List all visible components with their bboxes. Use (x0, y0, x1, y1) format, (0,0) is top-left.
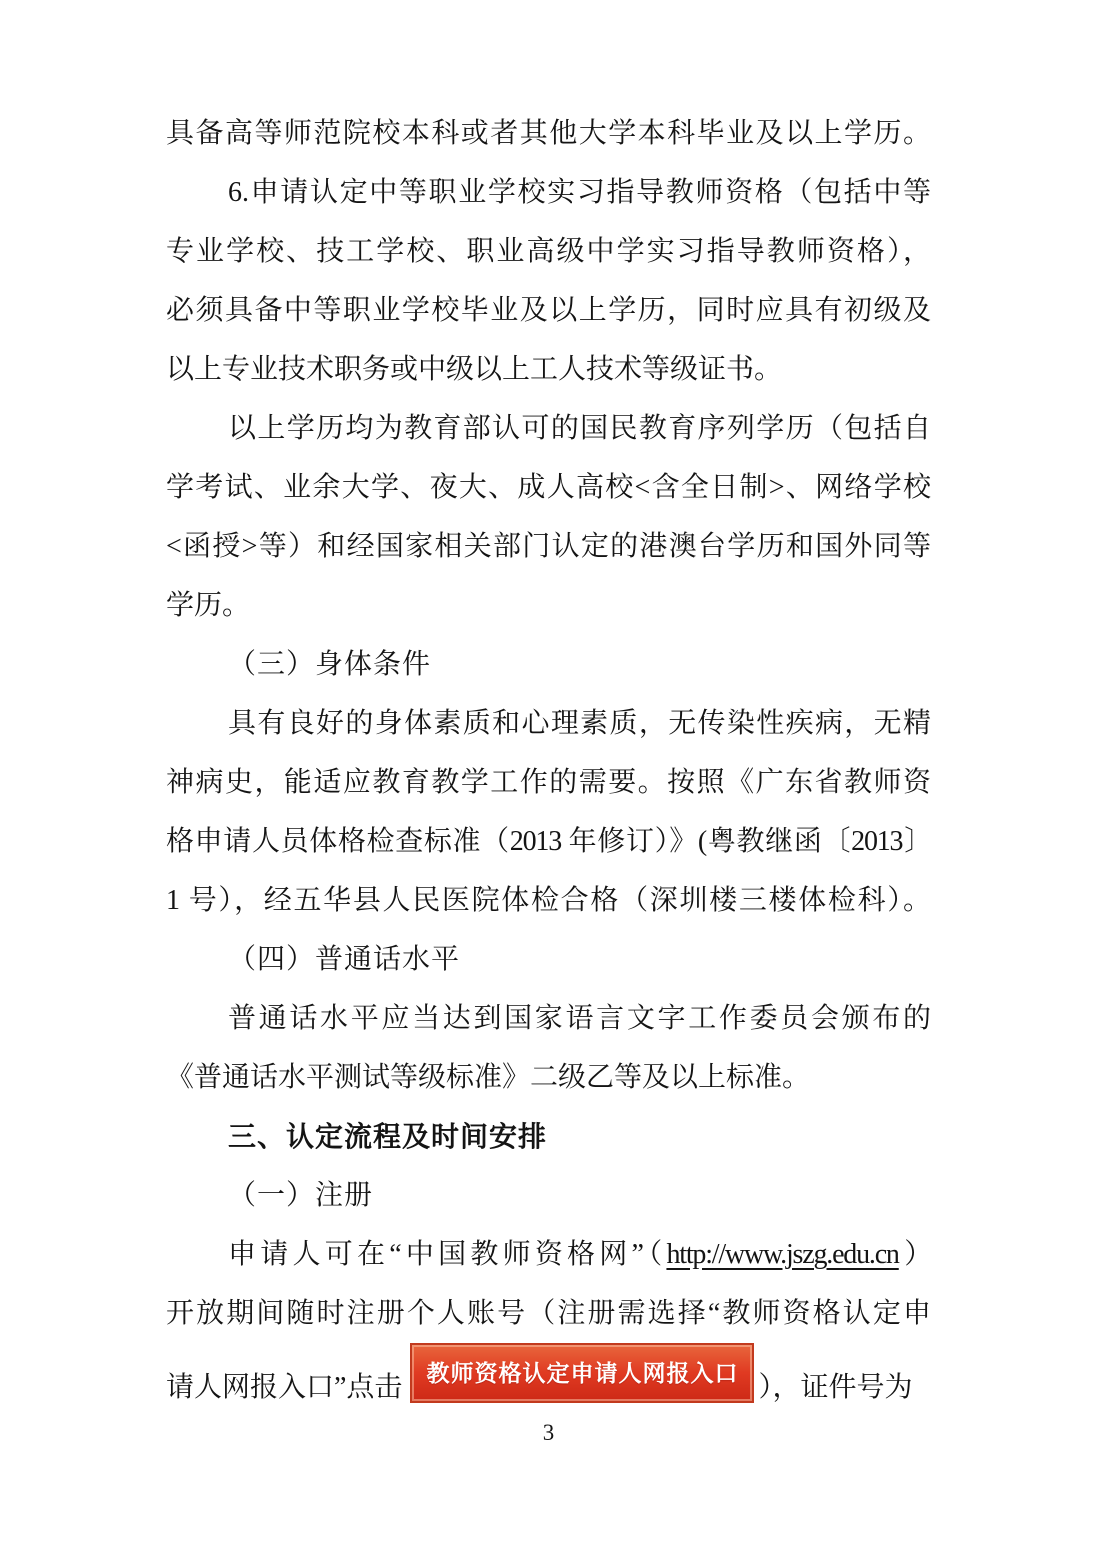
doc-line-register-2: 开放期间随时注册个人账号（注册需选择“教师资格认定申 (166, 1298, 931, 1329)
doc-line-register-url (166, 1225, 931, 1284)
doc-line-register-button (166, 1343, 931, 1417)
doc-line-health-1: 具有良好的身体素质和心理素质，无传染性疾病，无精 (228, 708, 931, 739)
doc-line-diploma-note-3: <函授>等）和经国家相关部门认定的港澳台学历和国外同等 (166, 531, 931, 562)
doc-line-health-end: 1 号），经五华县人民医院体检合格（深圳楼三楼体检科）。 (166, 885, 931, 916)
register-url-post-text: ） (898, 1239, 931, 1270)
doc-line-health-2: 神病史，能适应教育教学工作的需要。按照《广东省教师资 (166, 767, 931, 798)
button-post-text: ），证件号为 (758, 1372, 913, 1403)
jszg-url-link[interactable]: http://www.jszg.edu.cn (666, 1239, 899, 1270)
doc-line-mandarin-end: 《普通话水平测试等级标准》二级乙等及以上标准。 (166, 1062, 811, 1093)
doc-line-item6-3: 必须具备中等职业学校毕业及以上学历，同时应具有初级及 (166, 295, 931, 326)
doc-line-health-3: 格申请人员体格检查标准（2013 年修订）》(粤教继函〔2013〕 (166, 826, 931, 857)
page-number: 3 (542, 1420, 555, 1445)
doc-line-diploma-note-2: 学考试、业余大学、夜大、成人高校<含全日制>、网络学校 (166, 472, 931, 503)
register-url-pre-text: 申请人可在“中国教师资格网”（ (228, 1239, 667, 1270)
doc-line-diploma-note-end: 学历。 (166, 590, 251, 621)
section-label-physical: （三）身体条件 (228, 649, 432, 680)
section-label-mandarin: （四）普通话水平 (228, 944, 461, 975)
webreport-entry-button[interactable]: 教师资格认定申请人网报入口 (410, 1343, 754, 1403)
doc-line-item6-end: 以上专业技术职务或中级以上工人技术等级证书。 (166, 354, 783, 385)
doc-line-item6-2: 专业学校、技工学校、职业高级中学实习指导教师资格）， (166, 236, 931, 267)
section-label-register: （一）注册 (228, 1180, 374, 1211)
doc-line-degree-end: 具备高等师范院校本科或者其他大学本科毕业及以上学历。 (166, 118, 931, 149)
button-pre-text: 请人网报入口”点击 (166, 1372, 403, 1403)
doc-line-mandarin-1: 普通话水平应当达到国家语言文字工作委员会颁布的 (228, 1003, 931, 1034)
doc-line-item6-start: 6.申请认定中等职业学校实习指导教师资格（包括中等 (228, 177, 931, 208)
doc-line-diploma-note-1: 以上学历均为教育部认可的国民教育序列学历（包括自 (228, 413, 931, 444)
document-page (166, 0, 931, 1417)
heading-process-and-schedule: 三、认定流程及时间安排 (228, 1121, 548, 1152)
